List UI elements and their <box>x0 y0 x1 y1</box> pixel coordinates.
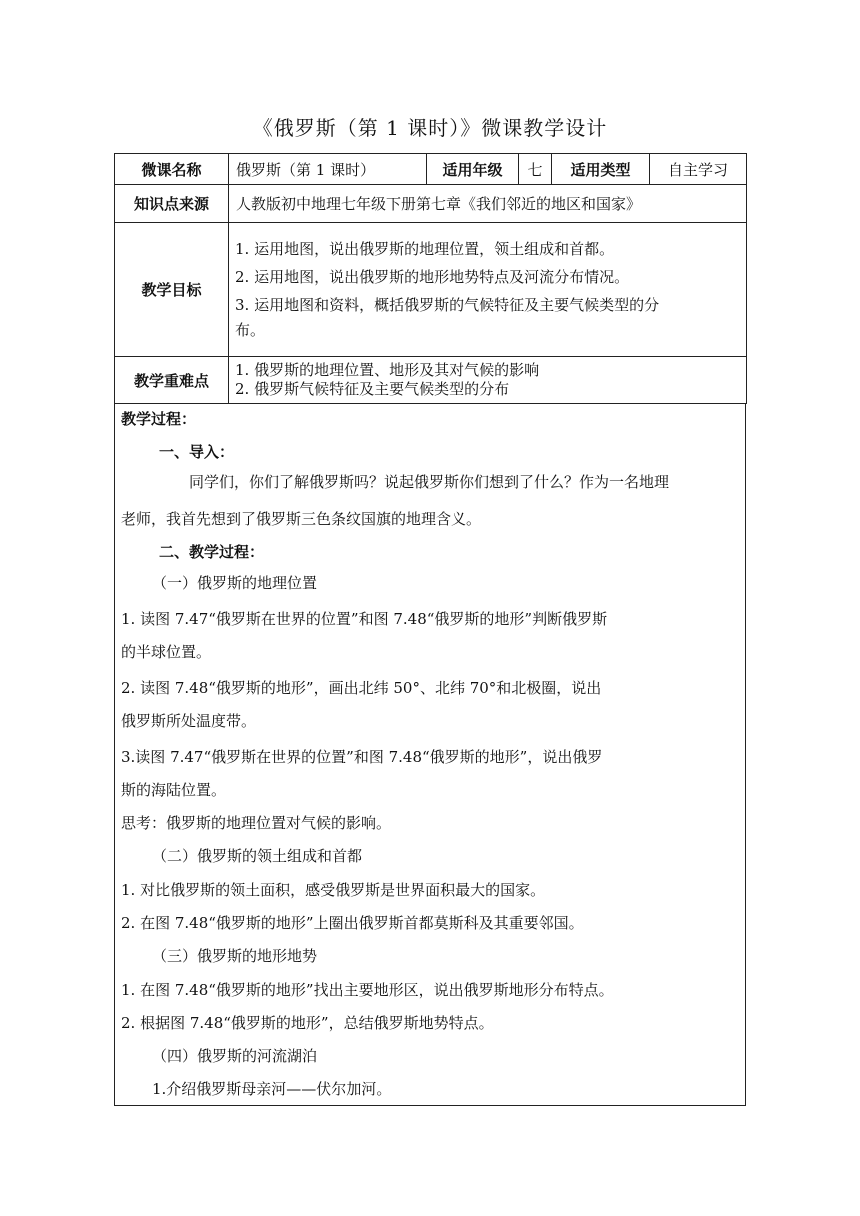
process-section <box>114 404 746 1106</box>
page-title: 《俄罗斯（第 1 课时）》微课教学设计 <box>252 116 608 140</box>
process-item-line: 思考：俄罗斯的地理位置对气候的影响。 <box>121 814 392 832</box>
process-item-line: 2. 读图 7.48“俄罗斯的地形”，画出北纬 50°、北纬 70°和北极圈，说出 <box>121 679 602 697</box>
section-title: （四）俄罗斯的河流湖泊 <box>152 1047 318 1065</box>
difficulty-item: 1. 俄罗斯的地理位置、地形及其对气候的影响 <box>235 361 540 379</box>
process-item-line: 2. 根据图 7.48“俄罗斯的地形”，总结俄罗斯地势特点。 <box>121 1014 494 1032</box>
process-item-line: 俄罗斯所处温度带。 <box>121 712 257 730</box>
section-title: （二）俄罗斯的领土组成和首都 <box>152 847 363 865</box>
source-value: 人教版初中地理七年级下册第七章《我们邻近的地区和国家》 <box>229 185 747 223</box>
section-title: （一）俄罗斯的地理位置 <box>152 574 318 592</box>
process-heading: 教学过程： <box>121 410 197 428</box>
intro-heading: 一、导入： <box>159 443 235 461</box>
name-value: 俄罗斯（第 1 课时） <box>229 154 427 185</box>
name-label: 微课名称 <box>115 154 229 185</box>
difficulty-item: 2. 俄罗斯气候特征及主要气候类型的分布 <box>235 380 510 398</box>
source-label: 知识点来源 <box>115 185 229 223</box>
goal-item: 布。 <box>235 321 266 339</box>
process-item-line: 1. 读图 7.47“俄罗斯在世界的位置”和图 7.48“俄罗斯的地形”判断俄罗斯 <box>121 610 608 628</box>
goal-item: 3. 运用地图和资料，概括俄罗斯的气候特征及主要气候类型的分 <box>235 296 660 314</box>
difficulty-cell <box>229 357 747 404</box>
goal-item: 2. 运用地图，说出俄罗斯的地形地势特点及河流分布情况。 <box>235 268 630 286</box>
intro-text-line: 同学们，你们了解俄罗斯吗？说起俄罗斯你们想到了什么？作为一名地理 <box>189 473 670 491</box>
type-label: 适用类型 <box>552 154 650 185</box>
grade-value: 七 <box>519 154 552 185</box>
main-heading: 二、教学过程： <box>159 543 265 561</box>
goals-label: 教学目标 <box>115 223 229 357</box>
difficulty-label: 教学重难点 <box>115 357 229 404</box>
process-item-line: 的半球位置。 <box>121 643 212 661</box>
type-value: 自主学习 <box>650 154 747 185</box>
process-item-line: 1. 在图 7.48“俄罗斯的地形”找出主要地形区，说出俄罗斯地形分布特点。 <box>121 981 614 999</box>
process-item-line: 3.读图 7.47“俄罗斯在世界的位置”和图 7.48“俄罗斯的地形”，说出俄罗 <box>121 748 603 766</box>
section-title: （三）俄罗斯的地形地势 <box>152 947 318 965</box>
process-item-line: 2. 在图 7.48“俄罗斯的地形”上圈出俄罗斯首都莫斯科及其重要邻国。 <box>121 914 584 932</box>
process-item-line: 1.介绍俄罗斯母亲河——伏尔加河。 <box>152 1080 392 1098</box>
intro-text-line: 老师，我首先想到了俄罗斯三色条纹国旗的地理含义。 <box>121 510 482 528</box>
info-row-difficulty <box>115 357 747 404</box>
process-item-line: 斯的海陆位置。 <box>121 781 227 799</box>
info-row-source <box>115 185 747 223</box>
grade-label: 适用年级 <box>427 154 519 185</box>
goals-cell <box>229 223 747 357</box>
info-row-goals <box>115 223 747 357</box>
goal-item: 1. 运用地图，说出俄罗斯的地理位置，领土组成和首都。 <box>235 240 615 258</box>
info-row-name <box>115 154 747 185</box>
process-item-line: 1. 对比俄罗斯的领土面积，感受俄罗斯是世界面积最大的国家。 <box>121 881 546 899</box>
info-table <box>114 153 747 404</box>
